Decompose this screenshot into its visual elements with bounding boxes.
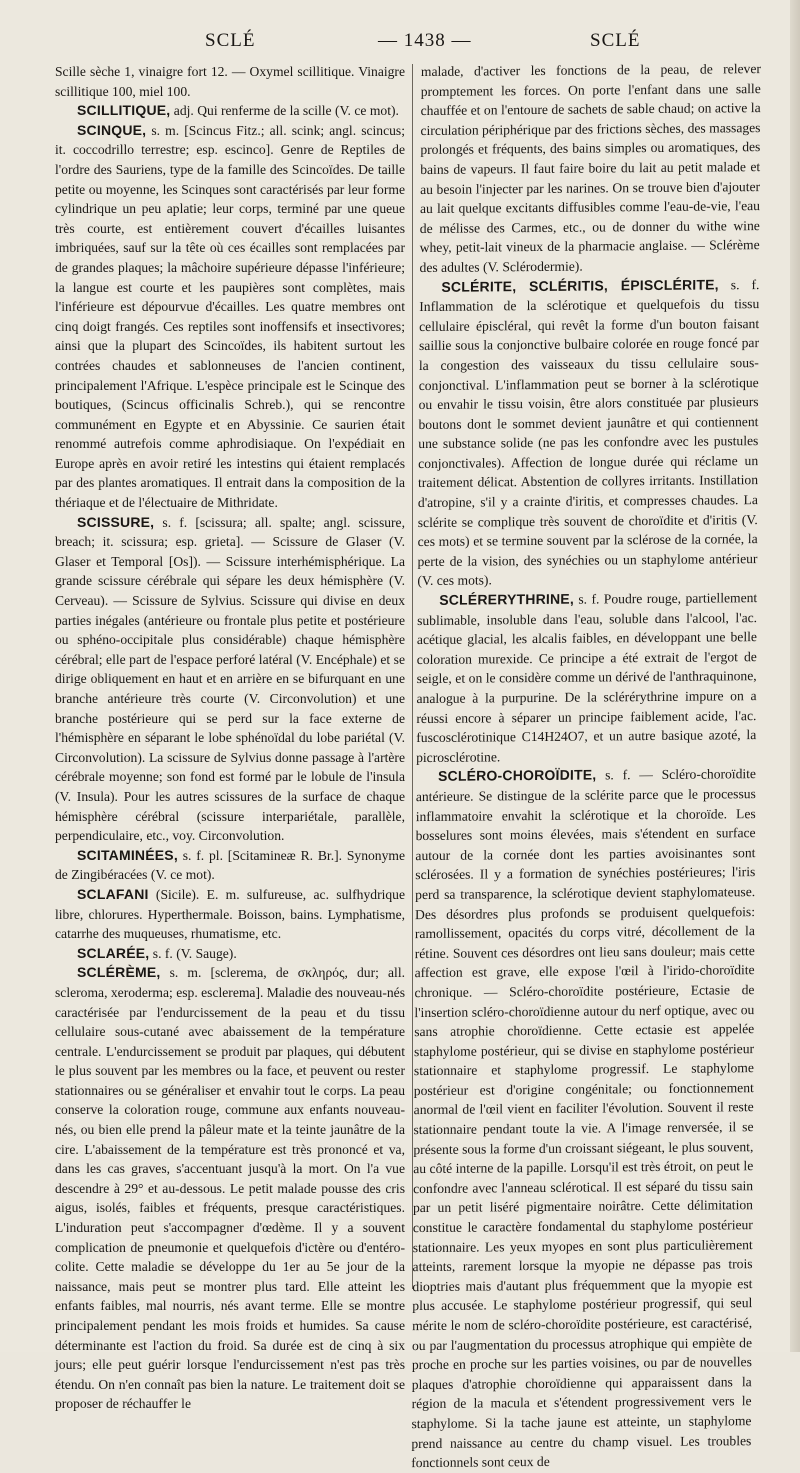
entry-headword: SCITAMINÉES, [77,846,178,863]
entry-scillitique [55,101,405,121]
entry-sclaree [55,944,405,964]
running-header [60,30,750,56]
continued-text: Scille sèche 1, vinaigre fort 12. — Oxymel scillitique. Vinaigre scillitique 100, miel 100. [55,64,405,99]
entry-headword: SCLÉRÈME, [77,964,161,981]
page-number: — 1438 — [378,30,472,51]
right-column [411,59,761,1471]
entry-sclerite [417,275,759,591]
entry-body: s. f. [scissura; all. spalte; angl. scissure, breach; it. scissura; esp. grieta]. — Scissure de Glaser (V. Glaser et Temporal [Os]). — Scissure interhémisphérique. La grande scissure cérébrale qui sépare les deux hémisphère (V. Cerveau). — Scissure de Sylvius. Scissure qui divise en deux parties inégales (antérieure ou frontale plus petite et postérieure ou sphéno-occipitale plus considérable) chaque hémisphère cérébral; elle part de l'espace perforé latéral (V. Encéphale) et se dirige obliquement en haut et en arrière en se bifurquant en une branche antérieure très courte (V. Circonvolution) et une branche postérieure qui se perd sur la face externe de l'hémisphère en séparant le lobe sphénoïdal du lobe pariétal (V. Circonvolution). La scissure de Sylvius donne passage à l'artère cérébrale moyenne; son fond est formé par le lobule de l'insula (V. Insula). Pour les autres scissures de la surface de chaque hémisphère cérébral (scissure interpariétale, parallèle, perpendiculaire, etc., voy. Circonvolution. [55,514,405,844]
entry-scinque [55,121,405,513]
entry-sclero-choroidite [411,764,756,1472]
left-column [55,62,405,1412]
entry-headword: SCINQUE, [77,121,147,138]
entry-headword: SCLAFANI [77,885,149,902]
entry-headword: SCILLITIQUE, [77,102,171,119]
header-right-word: SCLÉ [590,30,641,51]
entry-body: s. m. [Scincus Fitz.; all. scink; angl. scincus; it. coccodrillo terrestre; esp. escinco]. Genre de Reptiles de l'ordre des Sauriens, type de la famille des Scincoïdes. De taille petite ou moyenne, les Scinques sont caractérisés par leur forme cylindrique un peu aplatie; leur corps, terminé par une queue très courte, est entièrement couvert d'écailles luisantes imbriquées, sauf sur la tête où ces écailles sont remplacées par de grandes plaques; la mâchoire supérieure dépasse l'inférieure; la langue est courte et les paupières sont complètes, mais l'inférieure est dépourvue d'écailles. Les quatre membres ont cinq doigt frangés. Ces reptiles sont inoffensifs et insectivores; ainsi que la plupart des Scincoïdes, ils habitent surtout les contrées chaudes et sablonneuses de l'ancien continent, principalement l'Afrique. L'espèce principale est le Scinque des boutiques, (Scincus officinalis Schreb.), qui se rencontre communément en Egypte et en Abyssinie. Ce saurien était renommé autrefois comme aphrodisiaque. On l'expédiait en Europe après en avoir retiré les intestins qui étaient remplacés par des plantes aromatiques. Il entrait dans la composition de la thériaque et de l'électuaire de Mithridate. [55,122,405,511]
entry-sclererythrine [416,588,757,767]
entry-scitaminees [55,846,405,885]
entry-headword: SCLÉRITE, SCLÉRITIS, ÉPISCLÉRITE, [441,275,719,295]
continued-text: malade, d'activer les fonctions de la peau, de relever promptement les forces. On porte l'enfant dans une salle chauffée et on l'entoure de sachets de sable chaud; on active la circulation périphérique par des frictions sèches, des massages prolongés et fréquents, des bains simples ou aromatiques, des bains de vapeurs. Il faut faire boire du lait au petit malade et au besoin l'injecter par les narines. On se trouve bien d'ajouter au lait quelque excitants diffusibles comme l'eau-de-vie, l'eau de mélisse des Carmes, etc., ou de donner du withe wine whey, petit-lait vineux de la pharmacie anglaise. — Sclérème des adultes (V. Sclérodermie). [419,61,761,275]
entry-body: adj. Qui renferme de la scille (V. ce mot). [170,103,399,119]
entry-scissure [55,513,405,846]
entry-body: s. f. — Scléro-choroïdite antérieure. Se distingue de la sclérite parce que le processus inflammatoire envahit la sclérotique et la choroïde. Les bosselures sont moins élevées, mais s'étendent en surface autour de la cornée dont les parties avoisinantes sont sclérosées. Il y a formation de synéchies postérieures; l'iris perd sa transparence, la sclérotique devient staphylomateuse. Des désordres plus profonds se produisent quelquefois: ramollissement, opacités du corps vitré, décollement de la rétine. Souvent ces désordres ont lieu sans douleur; mais cette affection est grave, elle expose l'œil à l'irido-choroïdite chronique. — Scléro-choroïdite postérieure, Ectasie de l'insertion scléro-choroïdienne autour du nerf optique, avec ou sans atrophie choroïdienne. Cette ectasie est appelée staphylome postérieur, qui se divise en staphylome postérieur stationnaire et staphylome progressif. Le staphylome postérieur est d'origine congénitale; ou fonctionnement anormal de l'œil vient en faciliter l'évolution. Souvent il reste stationnaire pendant toute la vie. A l'image renversée, il se présente sous la forme d'un croissant siégeant, le plus souvent, au côté interne de la papille. Lorsqu'il est très étroit, on peut le confondre avec l'anneau sclérotical. Il est séparé du tissu sain par un petit liséré pigmentaire noirâtre. Cette délimitation constitue le caractère fondamental du staphylome postérieur stationnaire. Les yeux myopes en sont plus particulièrement atteints, rarement lorsque la myopie ne dépasse pas trois dioptries mais d'autant plus fréquemment que la myopie est plus accusée. Le staphylome postérieur progressif, qui seul mérite le nom de scléro-choroïdite postérieure, est caractérisé, ou par l'augmentation du processus atrophique qui empiète de proche en proche sur les parties voisines, ou par de nouvelles plaques d'atrophie choroïdienne qui apparaissent dans la région de la macula et s'étendent progressivement vers le staphylome. Si la tache jaune est atteinte, un staphylome prend naissance au centre du champ visuel. Les troubles fonctionnels sont ceux de [411,766,757,1471]
entry-headword: SCLARÉE, [77,944,150,961]
entry-body: s. f. pl. [Scitamineæ R. Br.]. Synonyme de Zingibéracées (V. ce mot). [55,847,405,883]
entry-headword: SCLÉRERYTHRINE, [439,590,575,608]
entry-body: s. f. Inflammation de la sclérotique et quelquefois du tissu cellulaire épiscléral, qui revêt la forme d'un bouton faisant saillie sous la conjonctive bulbaire colorée en rouge foncé par la congestion des vaisseaux du tissu cellulaire sous-conjonctival. L'inflammation peut se borner à la sclérotique ou envahir le tissu voisin, être alors constituée par plusieurs boutons dont le sommet devient jaunâtre et qui contiennent une substance solide (ne pas les confondre avec les pustules conjonctivales). Affection de longue durée qui réclame un traitement délicat. Abstention de collyres irritants. Instillation d'atropine, s'il y a crainte d'iritis, et compresses chaudes. La sclérite se complique très souvent de choroïdite et d'iritis (V. ces mots) et se termine souvent par la sclérose de la cornée, la perte de la vision, des synéchies ou un staphylome antérieur (V. ces mots). [417,276,760,589]
entry-sclafani [55,885,405,944]
entry-headword: SCLÉRO-CHOROÏDITE, [437,766,597,785]
entry-body: s. m. [sclerema, de σκληρός, dur; all. scleroma, xeroderma; esp. esclerema]. Maladie des nouveau-nés caractérisée par l'endurcissement de la peau et du tissu cellulaire sous-cutané avec abaissement de la température centrale. L'endurcissement se produit par plaques, qui débutent le plus souvent par les membres ou la face, et peuvent ou rester stationnaires ou se généraliser et envahir tout le corps. La peau conserve la coloration rouge, commune aux enfants nouveau-nés, ou bien elle prend la pâleur mate et la teinte jaunâtre de la cire. L'abaissement de la température est très prononcé et va, dans les cas graves, s'accentuant jusqu'à la mort. On l'a vue descendre à 29° et au-dessous. Le petit malade pousse des cris aigus, isolés, faibles et fréquents, presque caractéristiques. L'induration peut s'accompagner d'œdème. Il y a souvent complication de pneumonie et quelquefois d'ictère ou d'entéro-colite. Cette maladie se développe du 1er au 5e jour de la naissance, mais peut se montrer plus tard. Elle atteint les enfants faibles, mal nourris, nés avant terme. Elle se montre principalement pendant les mois froids et humides. Sa cause déterminante est l'action du froid. Sa durée est de cinq à six jours; elle peut guérir lorsque l'endurcissement n'est pas très étendu. On n'en connaît pas bien la nature. Le traitement doit se proposer de réchauffer le [55,965,405,1412]
entry-body: (Sicile). E. m. sulfureuse, ac. sulfhydrique libre, chlorures. Hyperthermale. Boisson, bains. Lymphatisme, catarrhe des muqueuses, rhumatisme, etc. [55,886,405,942]
page-edge [790,0,800,1352]
entry-body: s. f. (V. Sauge). [149,945,237,961]
header-left-word: SCLÉ [205,30,256,51]
entry-body: s. f. Poudre rouge, partiellement sublimable, insoluble dans l'eau, soluble dans l'alcool, l'ac. acétique glacial, les alcalis faibles, en développant une belle coloration murexide. Ce principe a été extrait de l'ergot de seigle, et on le considère comme un dérivé de l'anthraquinone, analogue à la purpurine. De la sclérérythrine impure on a réussi encore à séparer un principe faiblement acide, l'ac. fuscosclérotinique C14H24O7, et un autre basique azoté, la picrosclérotine. [416,590,758,765]
entry-headword: SCISSURE, [77,513,155,530]
entry-sclereme [55,963,405,1414]
